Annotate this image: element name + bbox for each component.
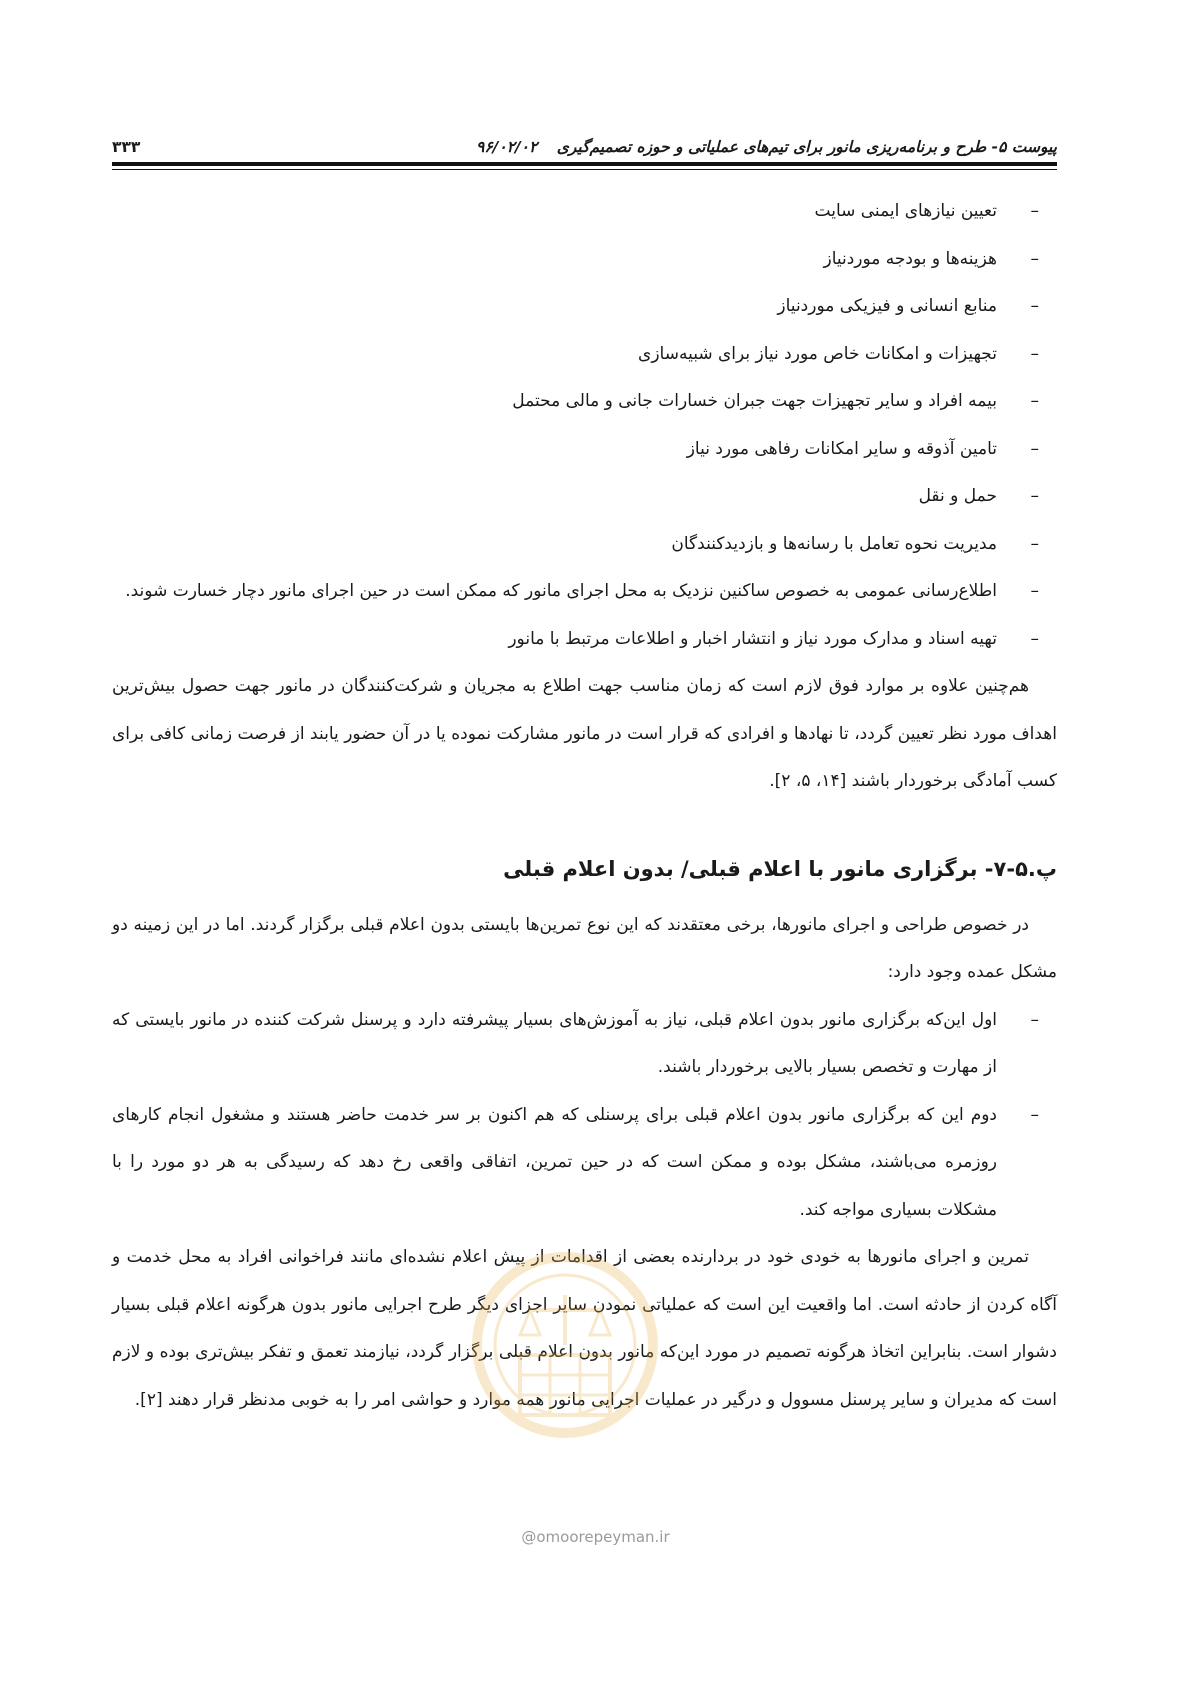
header-date: ۹۶/۰۲/۰۲ — [476, 138, 538, 156]
watermark-site — [0, 1528, 1191, 1546]
list-item: – منابع انسانی و فیزیکی موردنیاز — [112, 283, 1057, 331]
header-title — [476, 138, 1057, 156]
list-item: – دوم این که برگزاری مانور بدون اعلام قبلی برای پرسنلی که هم اکنون بر سر خدمت حاضر هستند و مشغول انجام کارهای روزمره می‌باشند، مشکل بوده و ممکن است که در حین تمرین، اتفاقی واقعی رخ دهد که رسیدگی به هر دو مورد را با مشکلات بسیاری مواجه کند. — [112, 1092, 1057, 1235]
header-rule-thin — [112, 169, 1057, 170]
list-item: – تجهیزات و امکانات خاص مورد نیاز برای شبیه‌سازی — [112, 331, 1057, 379]
list-item: – تامین آذوقه و سایر امکانات رفاهی مورد نیاز — [112, 426, 1057, 474]
problems-list — [112, 997, 1057, 1235]
header-rule-thick — [112, 162, 1057, 166]
page-number: ۳۳۳ — [112, 138, 141, 156]
spacer — [112, 892, 1057, 902]
spacer — [112, 806, 1057, 846]
requirements-list — [112, 188, 1057, 663]
paragraph-intro: در خصوص طراحی و اجرای مانورها، برخی معتقدند که این نوع تمرین‌ها بایستی بدون اعلام قبلی برگزار گردند. اما در این زمینه دو مشکل عمده وجود دارد: — [112, 914, 1057, 982]
running-header — [112, 128, 1057, 156]
paragraph-conclusion: تمرین و اجرای مانورها به خودی خود در بردارنده بعضی از اقدامات از پیش اعلام نشده‌ای مانند فراخوانی افراد به محل خدمت و آگاه کردن از حادثه است. اما واقعیت این است که عملیاتی نمودن سایر اجزای دیگر طرح اجرایی مانور بدون هرگونه اعلام قبلی بسیار دشوار است. بنابراین اتخاذ هرگونه تصمیم در مورد این‌که مانور بدون اعلام قبلی برگزار گردد، نیازمند تعمق و تفکر بیش‌تری بوده و لازم است که مدیران و سایر پرسنل مسوول و درگیر در عملیات اجرایی مانور همه موارد و حواشی امر را به خوبی مدنظر قرار دهند [۲]. — [112, 1247, 1057, 1410]
header-title-text: پیوست ۵- طرح و برنامه‌ریزی مانور برای تیم‌های عملیاتی و حوزه تصمیم‌گیری — [556, 138, 1057, 156]
list-item: – هزینه‌ها و بودجه موردنیاز — [112, 236, 1057, 284]
page-body — [112, 188, 1057, 1424]
list-item: – اول این‌که برگزاری مانور بدون اعلام قبلی، نیاز به آموزش‌های بسیار پیشرفته دارد و پرسنل شرکت کننده در مانور بایستی که از مهارت و تخصص بسیار بالایی برخوردار باشند. — [112, 997, 1057, 1092]
list-item: – تهیه اسناد و مدارک مورد نیاز و انتشار اخبار و اطلاعات مرتبط با مانور — [112, 616, 1057, 664]
paragraph-timing: هم‌چنین علاوه بر موارد فوق لازم است که زمان مناسب جهت اطلاع به مجریان و شرکت‌کنندگان در مانور جهت حصول بیش‌ترین اهداف مورد نظر تعیین گردد، تا نهادها و افرادی که قرار است در مانور مشارکت نموده یا در آن حضور یابند از فرصت زمانی کافی برای کسب آمادگی برخوردار باشند [۱۴، ۵، ۲]. — [112, 676, 1057, 791]
section-heading: پ.۵-۷- برگزاری مانور با اعلام قبلی/ بدون اعلام قبلی — [503, 856, 1057, 881]
watermark-site-text: omoorepeyman.ir — [536, 1528, 670, 1546]
document-page — [112, 0, 1057, 1685]
list-item: – مدیریت نحوه تعامل با رسانه‌ها و بازدیدکنندگان — [112, 521, 1057, 569]
list-item: – بیمه افراد و سایر تجهیزات جهت جبران خسارات جانی و مالی محتمل — [112, 378, 1057, 426]
list-item: – اطلاع‌رسانی عمومی به خصوص ساکنین نزدیک به محل اجرای مانور که ممکن است در حین اجرای مانور دچار خسارت شوند. — [112, 568, 1057, 616]
list-item: – تعیین نیازهای ایمنی سایت — [112, 188, 1057, 236]
at-icon: @ — [521, 1528, 537, 1546]
list-item: – حمل و نقل — [112, 473, 1057, 521]
